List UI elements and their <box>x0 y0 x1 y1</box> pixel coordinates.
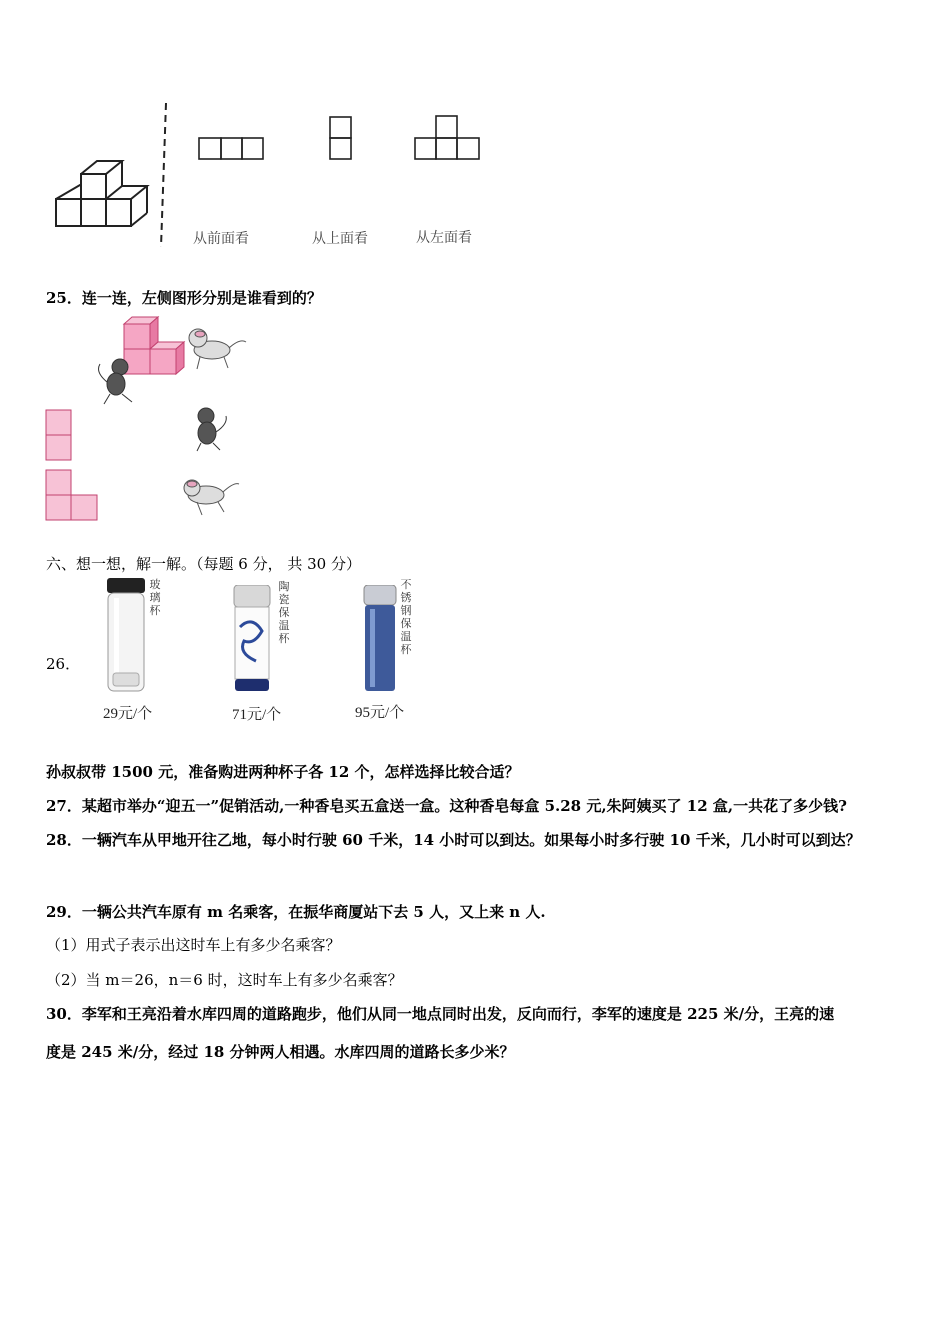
glass-cup-label: 玻璃杯 <box>149 578 161 617</box>
cube-stack-drawing <box>56 161 147 226</box>
pink-cube-stack <box>124 317 184 374</box>
left-view-label: 从左面看 <box>416 230 472 246</box>
section-6-heading: 六、想一想，解一解。（每题 6 分， 共 30 分） <box>46 555 361 573</box>
glass-cup-image <box>103 578 149 694</box>
top-view-label: 从上面看 <box>312 231 368 247</box>
ceramic-cup-label: 陶瓷保温杯 <box>278 580 290 645</box>
front-view-label: 从前面看 <box>193 231 249 247</box>
monkey-icon <box>99 359 132 404</box>
question-30-line-2: 度是 245 米/分，经过 18 分钟两人相遇。水库四周的道路长多少米？ <box>46 1043 515 1061</box>
question-27: 27．某超市举办“迎五一”促销活动,一种香皂买五盒送一盒。这种香皂每盒 5.28 元,朱阿姨买了 12 盒,一共花了多少钱? <box>46 797 847 815</box>
question-26-text: 孙叔叔带 1500 元，准备购进两种杯子各 12 个，怎样选择比较合适？ <box>46 763 520 781</box>
question-29: 29．一辆公共汽车原有 m 名乘客，在振华商厦站下去 5 人，又上来 n 人. <box>46 903 546 921</box>
dog-icon <box>189 329 246 369</box>
question-25: 25．连一连，左侧图形分别是谁看到的？ <box>46 289 322 307</box>
dashed-divider <box>161 103 166 247</box>
ceramic-cup-image <box>232 585 272 693</box>
question-28: 28．一辆汽车从甲地开往乙地，每小时行驶 60 千米，14 小时可以到达。如果每小时多行驶 10 千米，几小时可以到达？ <box>46 831 861 849</box>
q25-figure <box>40 312 260 527</box>
top-view-grid <box>330 117 351 159</box>
left-view-grid <box>415 116 479 159</box>
monkey-icon-2 <box>197 408 226 451</box>
ceramic-cup-price: 71元/个 <box>232 707 282 723</box>
view-l-shape <box>46 470 97 520</box>
steel-cup-label: 不锈钢保温杯 <box>400 578 412 656</box>
steel-cup-price: 95元/个 <box>355 705 405 721</box>
question-26-number: 26． <box>46 655 81 673</box>
glass-cup-price: 29元/个 <box>103 706 153 722</box>
steel-cup-image <box>362 585 398 693</box>
view-vertical-two <box>46 410 71 460</box>
front-view-grid <box>199 138 263 159</box>
dog-icon-2 <box>184 480 239 515</box>
question-29-part-1: （1）用式子表示出这时车上有多少名乘客？ <box>46 936 341 954</box>
question-29-part-2: （2）当 m＝26，n＝6 时，这时车上有多少名乘客？ <box>46 971 403 989</box>
question-30-line-1: 30．李军和王亮沿着水库四周的道路跑步，他们从同一地点同时出发，反向而行，李军的速度是 225 米/分，王亮的速 <box>46 1005 835 1023</box>
